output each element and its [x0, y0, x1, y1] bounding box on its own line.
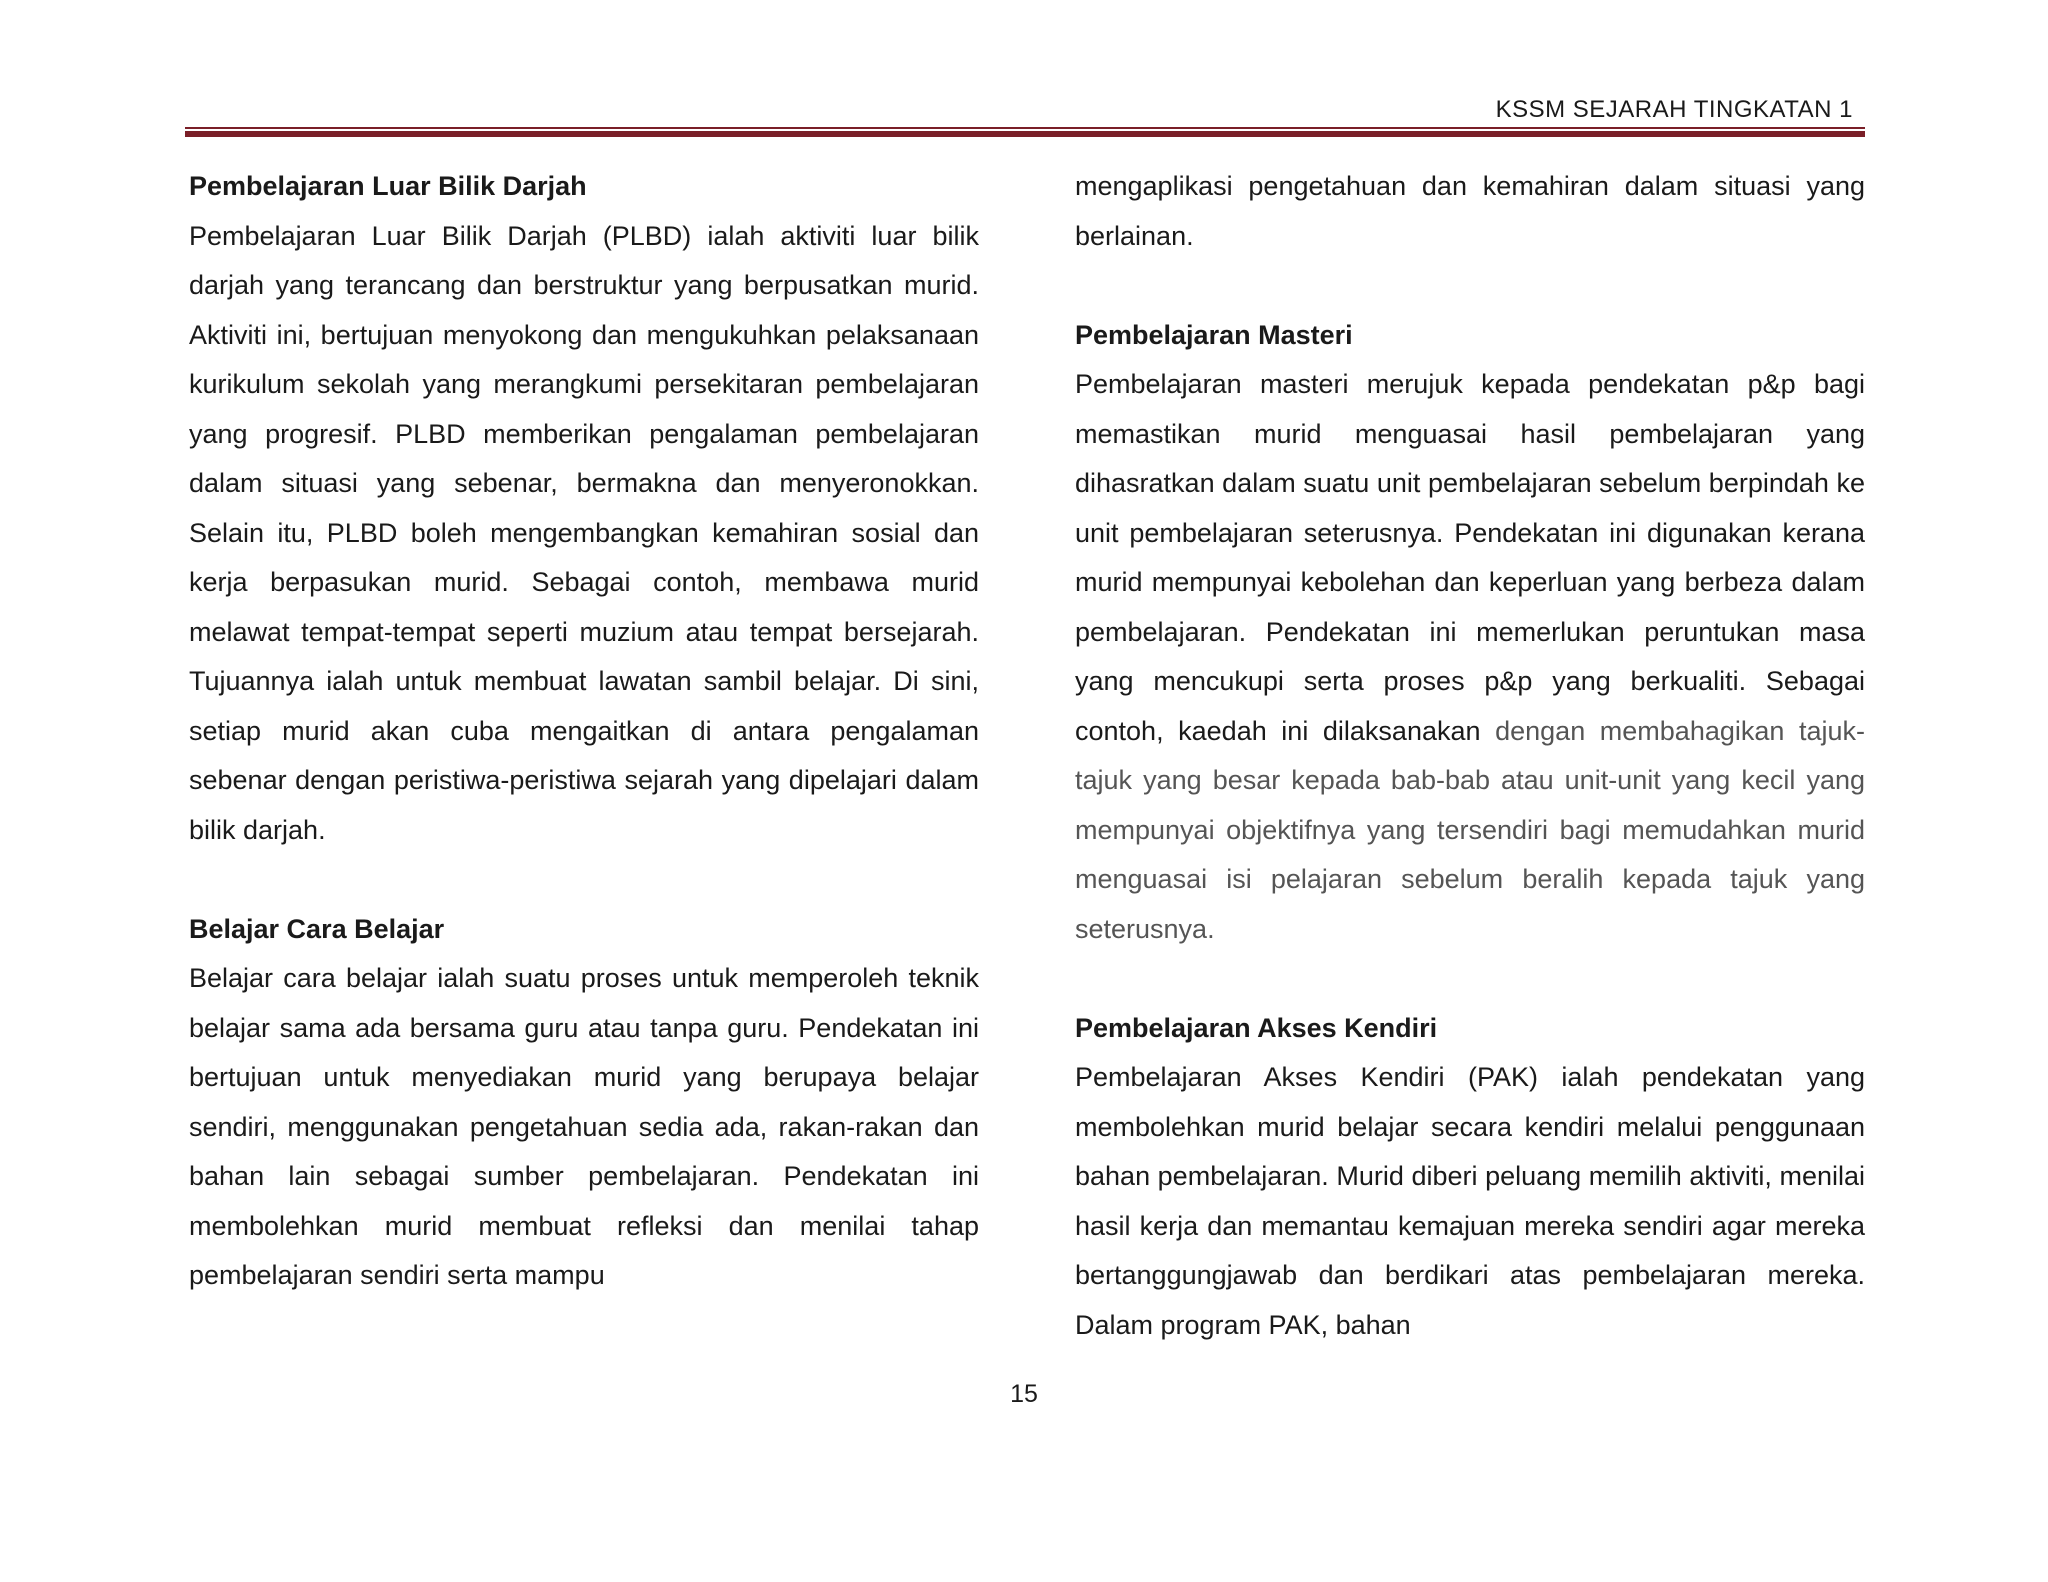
left-column [189, 162, 979, 1301]
page-number: 15 [1010, 1380, 1038, 1408]
header-rule-thick [185, 131, 1865, 137]
section-pembelajaran-akses-kendiri [1075, 1004, 1865, 1351]
section-plbd [189, 162, 979, 855]
running-header-title: KSSM SEJARAH TINGKATAN 1 [1495, 96, 1853, 123]
section-heading: Pembelajaran Akses Kendiri [1075, 1012, 1438, 1043]
section-body: Pembelajaran Luar Bilik Darjah (PLBD) ialah aktiviti luar bilik darjah yang terancang dan berstruktur yang berpusatkan murid. Aktiviti ini, bertujuan menyokong dan mengukuhkan pelaksanaan kurikulum sekolah yang merangkumi persekitaran pembelajaran yang progresif. PLBD memberikan pengalaman pembelajaran dalam situasi yang sebenar, bermakna dan menyeronokkan. Selain itu, PLBD boleh mengembangkan kemahiran sosial dan kerja berpasukan murid. Sebagai contoh, membawa murid melawat tempat-tempat seperti muzium atau tempat bersejarah. Tujuannya ialah untuk membuat lawatan sambil belajar. Di sini, setiap murid akan cuba mengaitkan di antara pengalaman sebenar dengan peristiwa-peristiwa sejarah yang dipelajari dalam bilik darjah. [189, 220, 979, 845]
section-heading: Pembelajaran Luar Bilik Darjah [189, 171, 587, 201]
section-heading: Belajar Cara Belajar [189, 913, 445, 944]
section-body-text: Pembelajaran masteri merujuk kepada pendekatan p&p bagi memastikan murid menguasai hasil pembelajaran yang dihasratkan dalam suatu unit pembelajaran sebelum berpindah ke unit pembelajaran seterusnya. Pendekatan ini digunakan kerana murid mempunyai kebolehan dan keperluan yang berbeza dalam pembelajaran. Pendekatan ini memerlukan peruntukan masa yang mencukupi serta proses p&p yang berkualiti. Sebagai contoh, kaedah ini dilaksanakan [1075, 369, 1865, 746]
continuation-block [1075, 162, 1865, 261]
section-pembelajaran-masteri [1075, 311, 1865, 955]
header-rule-thin [185, 127, 1865, 129]
section-body: Pembelajaran Akses Kendiri (PAK) ialah pendekatan yang membolehkan murid belajar secara kendiri melalui penggunaan bahan pembelajaran. Murid diberi peluang memilih aktiviti, menilai hasil kerja dan memantau kemajuan mereka sendiri agar mereka bertanggungjawab dan berdikari atas pembelajaran mereka. Dalam program PAK, bahan [1075, 1062, 1865, 1340]
section-heading: Pembelajaran Masteri [1075, 319, 1353, 350]
right-column [1075, 162, 1865, 1350]
continuation-text: mengaplikasi pengetahuan dan kemahiran dalam situasi yang berlainan. [1075, 171, 1865, 251]
section-belajar-cara-belajar [189, 905, 979, 1301]
section-body [1075, 360, 1865, 954]
section-body: Belajar cara belajar ialah suatu proses untuk memperoleh teknik belajar sama ada bersama guru atau tanpa guru. Pendekatan ini bertujuan untuk menyediakan murid yang berupaya belajar sendiri, menggunakan pengetahuan sedia ada, rakan-rakan dan bahan lain sebagai sumber pembelajaran. Pendekatan ini membolehkan murid membuat refleksi dan menilai tahap pembelajaran sendiri serta mampu [189, 963, 979, 1290]
section-body-faded-text: dengan membahagikan tajuk- tajuk yang besar kepada bab-bab atau unit-unit yang kecil yang mempunyai objektifnya yang tersendiri bagi memudahkan murid menguasai isi pelajaran sebelum beralih kepada tajuk yang seterusnya. [1075, 715, 1865, 944]
